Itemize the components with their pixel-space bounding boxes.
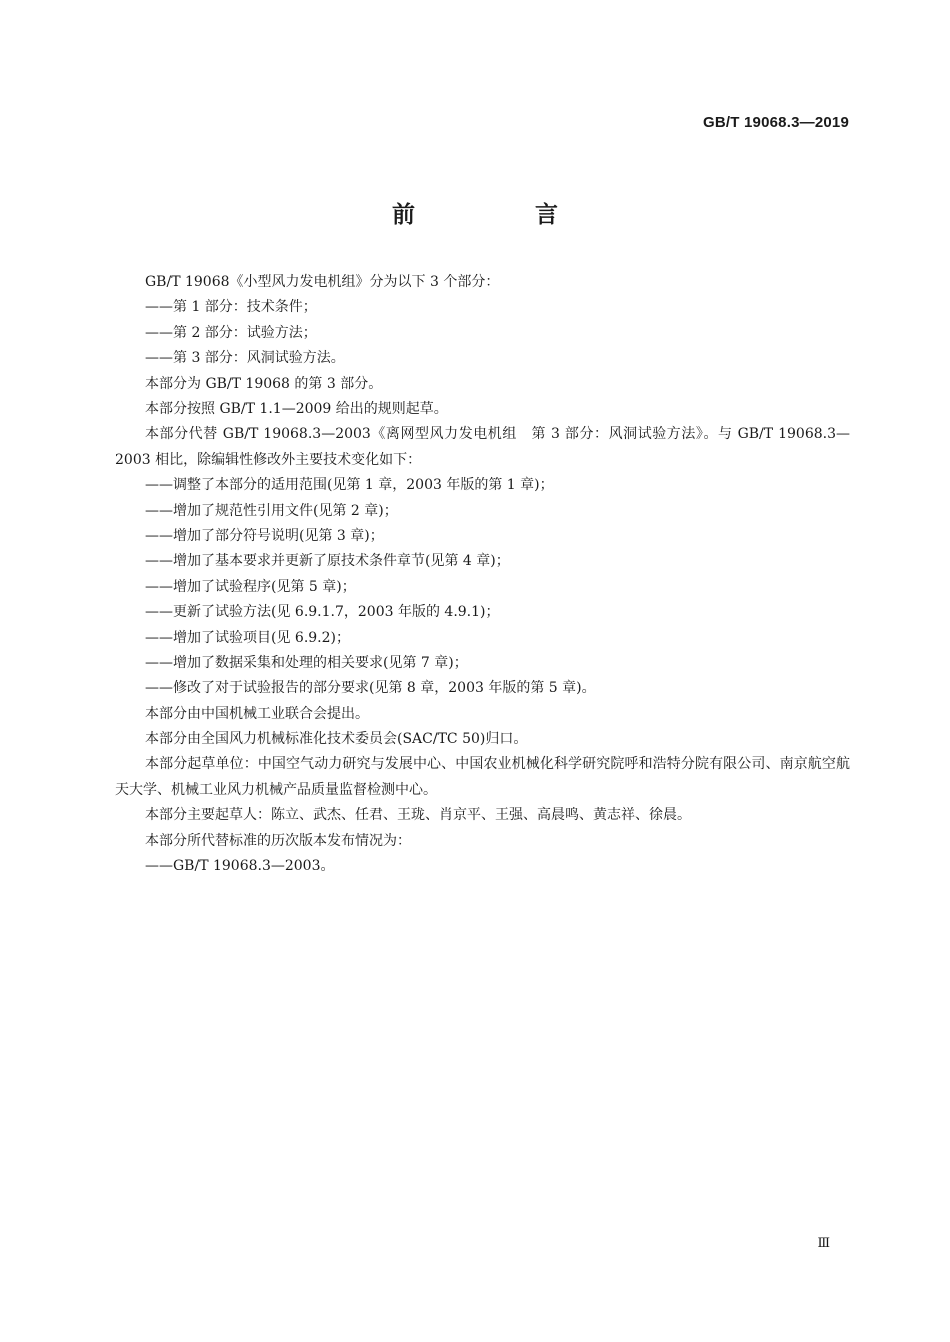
replacement-paragraph: 本部分代替 GB/T 19068.3—2003《离网型风力发电机组 第 3 部分：风洞试验方法》。与 GB/T 19068.3—2003 相比，除编辑性修改外主要技术变化如下： [115,426,850,468]
text-line: 本部分按照 GB/T 1.1—2009 给出的规则起草。 [145,400,448,417]
change-item: ——增加了基本要求并更新了原技术条件章节(见第 4 章)； [145,553,510,570]
page-number: Ⅲ [817,1236,830,1251]
foreword-body [115,270,850,879]
text-line: 本部分由全国风力机械标准化技术委员会(SAC/TC 50)归口。 [145,731,528,748]
drafting-units-paragraph: 本部分起草单位：中国空气动力研究与发展中心、中国农业机械化科学研究院呼和浩特分院有限公司、南京航空航天大学、机械工业风力机械产品质量监督检测中心。 [115,756,850,798]
page-title: 前 言 [391,202,614,228]
standard-number: GB/T 19068.3—2019 [703,114,849,131]
change-item: ——增加了试验程序(见第 5 章)； [145,578,356,595]
text-line: 本部分主要起草人：陈立、武杰、任君、王珑、肖京平、王强、高晨鸣、黄志祥、徐晨。 [145,807,691,824]
list-item: ——第 3 部分：风洞试验方法。 [145,350,345,367]
change-item: ——增加了部分符号说明(见第 3 章)； [145,527,384,544]
text-line: 本部分为 GB/T 19068 的第 3 部分。 [145,375,383,392]
change-item: ——调整了本部分的适用范围(见第 1 章，2003 年版的第 1 章)； [145,477,554,494]
list-item: ——第 2 部分：试验方法； [145,324,317,341]
text-line: 本部分由中国机械工业联合会提出。 [145,705,369,722]
text-line: GB/T 19068《小型风力发电机组》分为以下 3 个部分： [145,274,500,290]
change-item: ——更新了试验方法(见 6.9.1.7，2003 年版的 4.9.1)； [145,604,500,621]
change-item: ——增加了规范性引用文件(见第 2 章)； [145,502,398,519]
change-item: ——修改了对于试验报告的部分要求(见第 8 章，2003 年版的第 5 章)。 [145,680,596,697]
change-item: ——增加了试验项目(见 6.9.2)； [145,629,350,646]
list-item: ——第 1 部分：技术条件； [145,299,317,316]
change-item: ——增加了数据采集和处理的相关要求(见第 7 章)； [145,654,468,671]
text-line: 本部分所代替标准的历次版本发布情况为： [145,832,411,849]
list-item: ——GB/T 19068.3—2003。 [145,858,335,875]
